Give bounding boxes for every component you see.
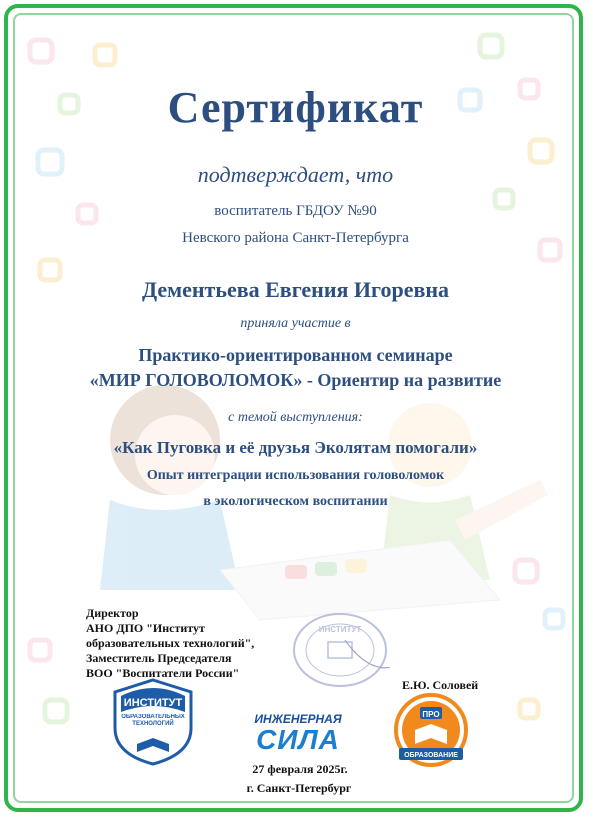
seminar-line-2: «МИР ГОЛОВОЛОМОК» - Ориентир на развитие [89, 370, 502, 390]
pro-logo-top: ПРО [422, 710, 440, 719]
position-line-1: воспитатель ГБДОУ №90 [214, 203, 377, 219]
engineering-logo-line1: ИНЖЕНЕРНАЯ [254, 712, 342, 726]
stamp-label: ИНСТИТУТ [318, 625, 362, 634]
signatory-block [86, 606, 254, 681]
signatory-line: образовательных технологий", [86, 636, 255, 650]
pro-education-logo [393, 690, 469, 774]
signatory-line: Директор [86, 606, 139, 620]
confirms-text: подтверждает, что [197, 162, 394, 187]
recipient-name: Дементьева Евгения Игоревна [141, 277, 450, 302]
institute-logo-top: ИНСТИТУТ [123, 697, 183, 709]
participated-text: приняла участие в [240, 316, 351, 331]
official-stamp [290, 610, 390, 690]
certificate-city: г. Санкт-Петербург [246, 781, 352, 795]
signatory-line: АНО ДПО "Институт [86, 621, 205, 635]
signatory-line: ВОО "Воспитатели России" [86, 666, 240, 680]
institute-logo-bottom: ОБРАЗОВАТЕЛЬНЫХ ТЕХНОЛОГИЙ [121, 714, 185, 727]
topic-label: с темой выступления: [228, 410, 363, 425]
engineering-logo-line2: СИЛА [256, 724, 340, 755]
pro-logo-bottom: ОБРАЗОВАНИЕ [404, 752, 458, 759]
topic-title: «Как Пуговка и её друзья Эколятам помогали» [113, 438, 478, 457]
certificate-title: Сертификат [167, 83, 424, 132]
topic-line-3: в экологическом воспитании [203, 494, 388, 509]
institute-logo [113, 678, 193, 766]
position-line-2: Невского района Санкт-Петербурга [182, 230, 409, 246]
signatory-name: Е.Ю. Соловей [402, 678, 479, 692]
signatory-line: Заместитель Председателя [86, 651, 232, 665]
certificate-date: 27 февраля 2025г. [252, 762, 348, 776]
seminar-line-1: Практико-ориентированном семинаре [138, 345, 453, 365]
engineering-logo [243, 712, 353, 754]
topic-line-2: Опыт интеграции использования головоломок [146, 468, 445, 483]
